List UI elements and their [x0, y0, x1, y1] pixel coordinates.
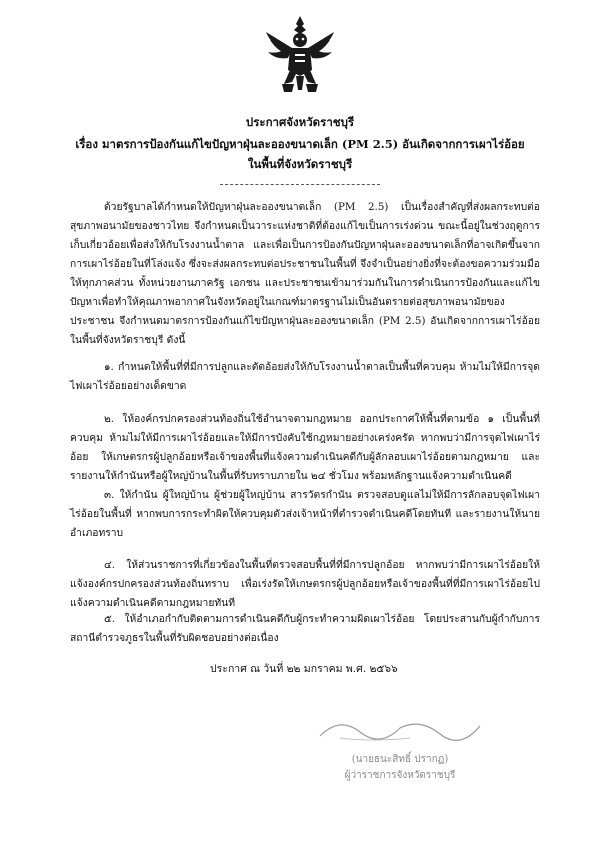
measure-item-3: ๓. ให้กำนัน ผู้ใหญ่บ้าน ผู้ช่วยผู้ใหญ่บ้าน สารวัตรกำนัน ตรวจสอบดูแลไม่ให้มีการลักลอบจุดไฟเผาไร่อ้อยในพื้นที่ หากพบการกระทำผิดให้ควบคุมตัวส่งเจ้าหน้าที่ตำรวจดำเนินคดีโดยทันที และรายงานให้นายอำเภอทราบ: [70, 489, 540, 539]
signatory-name: (นายธนะสิทธิ์ ปรากฏ): [351, 754, 449, 765]
garuda-emblem-icon: [262, 12, 338, 96]
document-issuer: ประกาศจังหวัดราชบุรี: [245, 115, 355, 129]
divider: [220, 184, 380, 185]
intro-paragraph: ด้วยรัฐบาลได้กำหนดให้ปัญหาฝุ่นละอองขนาดเล็ก (PM 2.5) เป็นเรื่องสำคัญที่ส่งผลกระทบต่อสุขภาพอนามัยของชาวไทย จึงกำหนดเป็นวาระแห่งชาติที่ต้องแก้ไขเป็นการเร่งด่วน ขณะนี้อยู่ในช่วงฤดูการเก็บเกี่ยวอ้อยเพื่อส่งให้กับโรงงานน้ำตาล และเพื่อเป็นการป้องกันปัญหาฝุ่นละอองขนาดเล็กที่อาจเกิดขึ้นจากการเผาไร่อ้อยในที่โล่งแจ้ง ซึ่งจะส่งผลกระทบต่อประชาชนในพื้นที่ จึงจำเป็นอย่างยิ่งที่จะต้องขอความร่วมมือให้ทุกภาคส่วน ทั้งหน่วยงานภาครัฐ เอกชน และประชาชนเข้ามาร่วมกันในการดำเนินการป้องกันและแก้ไขปัญหาเพื่อทำให้คุณภาพอากาศในจังหวัดอยู่ในเกณฑ์มาตรฐานไม่เป็นอันตรายต่อสุขภาพอนามัยของประชาชน จึงกำหนดมาตรการป้องกันแก้ไขปัญหาฝุ่นละอองขนาดเล็ก (PM 2.5) อันเกิดจากการเผาไร่อ้อยในพื้นที่จังหวัดราชบุรี ดังนี้: [70, 201, 540, 346]
document-subject-area: ในพื้นที่จังหวัดราชบุรี: [247, 157, 353, 171]
measure-item-4: ๔. ให้ส่วนราชการที่เกี่ยวข้องในพื้นที่ตรวจสอบพื้นที่ที่มีการปลูกอ้อย หากพบว่ามีการเผาไร่อ้อยให้แจ้งองค์กรปกครองส่วนท้องถิ่นทราบ เพื่อเร่งรัดให้เกษตรกรผู้ปลูกอ้อยหรือเจ้าของพื้นที่ที่มีการเผาไร่อ้อยไปแจ้งความดำเนินคดีตามกฎหมายทันที: [70, 559, 540, 609]
signature-scribble-icon: [300, 708, 500, 748]
measure-item-1: ๑. กำหนดให้พื้นที่ที่มีการปลูกและตัดอ้อยส่งให้กับโรงงานน้ำตาลเป็นพื้นที่ควบคุม ห้ามไม่ให้มีการจุดไฟเผาไร่อ้อยอย่างเด็ดขาด: [70, 361, 540, 392]
document-subject: เรื่อง มาตรการป้องกันแก้ไขปัญหาฝุ่นละอองขนาดเล็ก (PM 2.5) อันเกิดจากการเผาไร่อ้อย: [75, 137, 525, 151]
measure-item-2: ๒. ให้องค์กรปกครองส่วนท้องถิ่นใช้อำนาจตามกฎหมาย ออกประกาศให้พื้นที่ตามข้อ ๑ เป็นพื้นที่ควบคุม ห้ามไม่ให้มีการเผาไร่อ้อยและให้มีการบังคับใช้กฎหมายอย่างเคร่งครัด หากพบว่ามีการจุดไฟเผาไร่อ้อย ให้เกษตรกรผู้ปลูกอ้อยหรือเจ้าของพื้นที่แจ้งความดำเนินคดีกับผู้ลักลอบเผาไร่อ้อยตามกฎหมาย และรายงานให้กำนันหรือผู้ใหญ่บ้านในพื้นที่รับทราบภายใน ๒๔ ชั่วโมง พร้อมหลักฐานแจ้งความดำเนินคดี: [70, 413, 540, 482]
signatory-title: ผู้ว่าราชการจังหวัดราชบุรี: [344, 770, 456, 781]
announcement-date: ประกาศ ณ วันที่ ๒๒ มกราคม พ.ศ. ๒๕๖๖: [210, 663, 398, 675]
measure-item-5: ๕. ให้อำเภอกำกับติดตามการดำเนินคดีกับผู้กระทำความผิดเผาไร่อ้อย โดยประสานกับผู้กำกับการสถานีตำรวจภูธรในพื้นที่รับผิดชอบอย่างต่อเนื่อง: [70, 613, 540, 644]
